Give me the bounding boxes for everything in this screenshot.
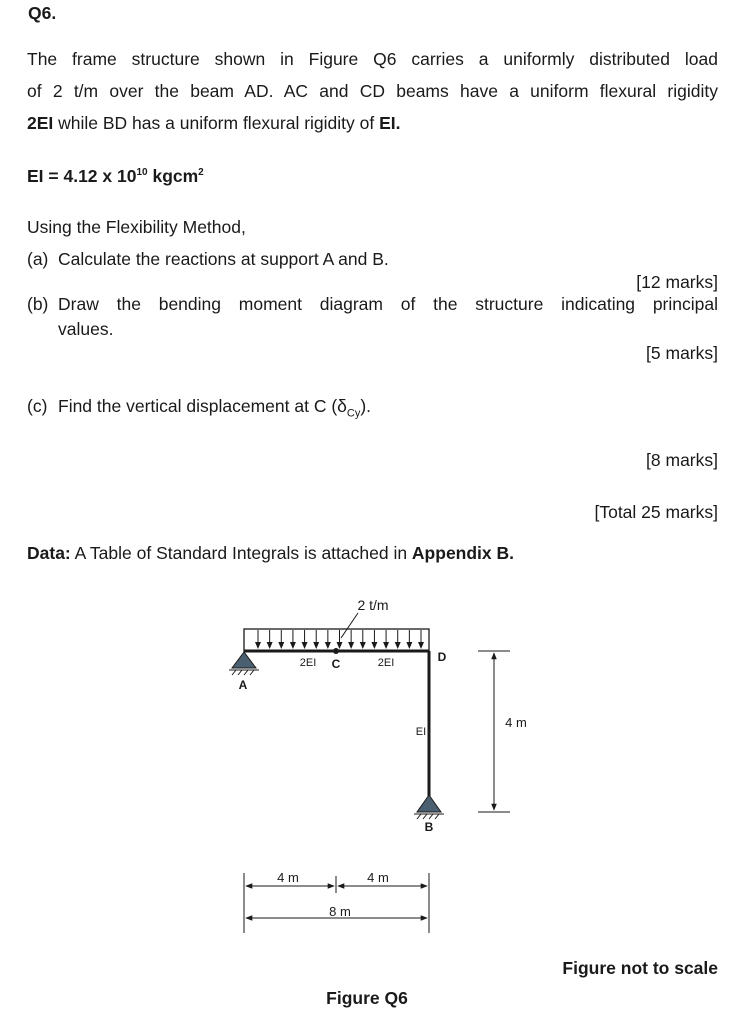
- part-c-close: ).: [360, 396, 372, 416]
- rigidity-2ei: 2EI: [27, 113, 54, 133]
- question-number: Q6.: [28, 3, 57, 23]
- span-cd-label: 4 m: [367, 870, 389, 885]
- udl-arrows: [255, 630, 424, 649]
- intro-line-2: of 2 t/m over the beam AD. AC and CD beams have a uniform flexural rigidity: [27, 81, 718, 101]
- udl-arrow-head: [360, 642, 366, 649]
- data-label: Data:: [27, 543, 71, 563]
- part-c-label: (c): [27, 396, 48, 416]
- rigidity-ei: EI.: [379, 113, 401, 133]
- label-d: D: [437, 650, 447, 664]
- part-b-line-1: Draw the bending moment diagram of the structure indicating principal: [58, 294, 718, 314]
- span-total-label: 8 m: [329, 904, 351, 919]
- ei-unit-exponent: 2: [198, 167, 204, 179]
- part-a-text: Calculate the reactions at support A and B.: [58, 249, 389, 269]
- udl-arrow-head: [290, 642, 296, 649]
- udl-arrow-head: [325, 642, 331, 649]
- part-a-label: (a): [27, 249, 49, 269]
- ei-value-text: EI = 4.12 x 10: [27, 166, 137, 186]
- part-b-marks: [5 marks]: [646, 343, 718, 363]
- height-dimension: [478, 651, 510, 812]
- udl-arrow-head: [418, 642, 424, 649]
- udl-arrow-head: [313, 642, 319, 649]
- udl-arrow-head: [337, 642, 343, 649]
- appendix-ref: Appendix B.: [411, 543, 515, 563]
- label-b: B: [424, 820, 434, 834]
- udl-arrow-head: [406, 642, 412, 649]
- ei-unit: kgcm: [147, 166, 199, 186]
- data-text: A Table of Standard Integrals is attached in: [70, 543, 412, 563]
- span-dimensions: [244, 873, 429, 933]
- udl-arrow-head: [383, 642, 389, 649]
- method-text: Using the Flexibility Method,: [27, 217, 246, 237]
- part-b-label: (b): [27, 294, 49, 314]
- delta-symbol: δ: [337, 396, 347, 416]
- scale-note: Figure not to scale: [562, 958, 718, 978]
- part-c-marks: [8 marks]: [646, 450, 718, 470]
- support-a: [229, 652, 259, 675]
- support-b: [414, 795, 444, 819]
- label-c: C: [331, 657, 341, 671]
- udl-arrow-head: [371, 642, 377, 649]
- ei-exponent: 10: [136, 167, 148, 179]
- figure-caption: Figure Q6: [326, 988, 408, 1008]
- intro-line-3-mid: while BD has a uniform flexural rigidity of: [53, 113, 380, 133]
- part-a-marks: [12 marks]: [636, 272, 718, 292]
- span-ac-label: 4 m: [277, 870, 299, 885]
- udl-arrow-head: [395, 642, 401, 649]
- height-dimension-label: 4 m: [505, 715, 527, 730]
- udl-arrow-head: [267, 642, 273, 649]
- rigidity-bd-label: EI: [415, 726, 427, 738]
- total-marks: [Total 25 marks]: [594, 502, 718, 522]
- delta-subscript: Cy: [346, 407, 361, 420]
- udl-arrow-head: [255, 642, 261, 649]
- point-c-marker: [333, 648, 339, 654]
- udl-arrow-head: [348, 642, 354, 649]
- udl-box: [244, 629, 429, 651]
- intro-line-1: The frame structure shown in Figure Q6 carries a uniformly distributed load: [27, 49, 718, 69]
- udl-arrow-head: [278, 642, 284, 649]
- rigidity-ac-label: 2EI: [299, 657, 317, 669]
- part-b-line-2: values.: [58, 319, 114, 339]
- rigidity-cd-label: 2EI: [377, 657, 395, 669]
- label-a: A: [238, 678, 248, 692]
- load-label: 2 t/m: [357, 597, 389, 613]
- load-leader-line: [341, 613, 358, 638]
- udl-arrow-head: [302, 642, 308, 649]
- part-c-main: Find the vertical displacement at C (: [58, 396, 338, 416]
